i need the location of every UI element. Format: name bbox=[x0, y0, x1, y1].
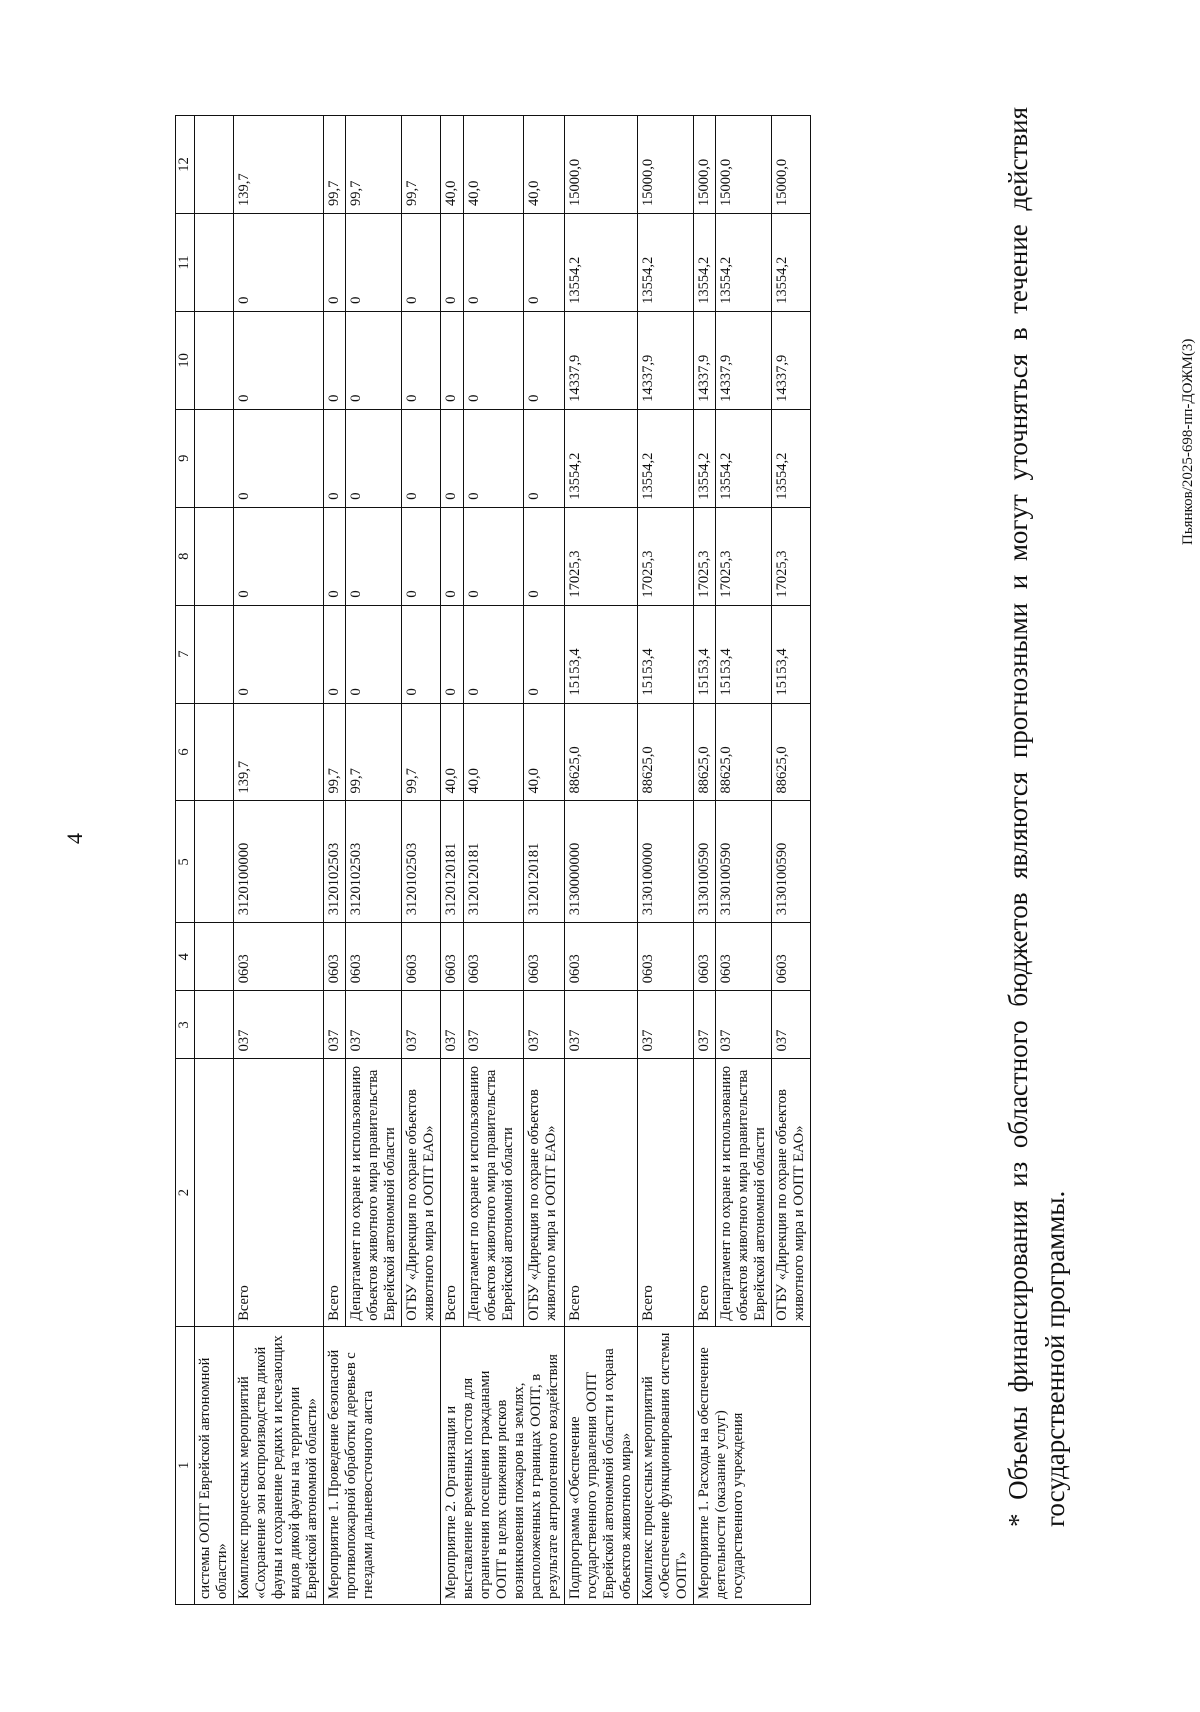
column-header-9: 9 bbox=[176, 409, 195, 507]
value-cell: 0 bbox=[441, 214, 464, 312]
value-cell bbox=[195, 409, 234, 507]
program-item-cell: Подпрограмма «Обеспечение государственного управления ООПТ Еврейской автономной области и охрана объектов животного мира» bbox=[565, 1326, 638, 1604]
table-row bbox=[441, 116, 464, 1605]
value-cell: 88625,0 bbox=[694, 703, 716, 801]
value-cell: 17025,3 bbox=[565, 507, 638, 605]
value-cell: 88625,0 bbox=[772, 703, 811, 801]
executor-cell bbox=[195, 1059, 234, 1326]
value-cell: 14337,9 bbox=[716, 311, 772, 409]
value-cell: 0 bbox=[464, 605, 523, 703]
value-cell: 3120120181 bbox=[441, 801, 464, 923]
value-cell: 99,7 bbox=[324, 116, 346, 214]
value-cell: 0 bbox=[324, 605, 346, 703]
value-cell: 0603 bbox=[234, 923, 324, 991]
value-cell: 037 bbox=[694, 991, 716, 1059]
program-item-cell: Комплекс процессных мероприятий «Обеспечение функционирования системы ООПТ» bbox=[638, 1326, 694, 1604]
value-cell bbox=[195, 923, 234, 991]
value-cell: 3120102503 bbox=[324, 801, 346, 923]
executor-cell: Всего bbox=[441, 1059, 464, 1326]
program-item-cell: Мероприятие 1. Расходы на обеспечение деятельности (оказание услуг) государственного учреждения bbox=[694, 1326, 811, 1604]
value-cell: 13554,2 bbox=[772, 409, 811, 507]
value-cell: 3120100000 bbox=[234, 801, 324, 923]
program-item-cell: Комплекс процессных мероприятий «Сохранение зон воспроизводства дикой фауны и сохранение редких и исчезающих видов дикой фауны на территории Еврейской автономной области» bbox=[234, 1326, 324, 1604]
value-cell: 0 bbox=[402, 311, 441, 409]
value-cell bbox=[195, 801, 234, 923]
column-header-2: 2 bbox=[176, 1059, 195, 1326]
value-cell: 14337,9 bbox=[565, 311, 638, 409]
value-cell: 15000,0 bbox=[716, 116, 772, 214]
value-cell: 0 bbox=[441, 409, 464, 507]
value-cell: 0603 bbox=[565, 923, 638, 991]
value-cell: 037 bbox=[402, 991, 441, 1059]
value-cell: 0603 bbox=[523, 923, 564, 991]
value-cell: 99,7 bbox=[324, 703, 346, 801]
program-item-cell: Мероприятие 2. Организация и выставление временных постов для ограничения посещения гражданами ООПТ в целях снижения рисков возникновения пожаров на землях, расположенных в границах ООПТ, в результате антропогенного воздействия bbox=[441, 1326, 565, 1604]
value-cell: 13554,2 bbox=[716, 214, 772, 312]
value-cell: 13554,2 bbox=[716, 409, 772, 507]
column-header-5: 5 bbox=[176, 801, 195, 923]
value-cell: 037 bbox=[523, 991, 564, 1059]
value-cell: 40,0 bbox=[464, 703, 523, 801]
program-item-cell: Мероприятие 1. Проведение безопасной противопожарной обработки деревьев с гнездами дальневосточного аиста bbox=[324, 1326, 441, 1604]
column-header-1: 1 bbox=[176, 1326, 195, 1604]
value-cell: 037 bbox=[772, 991, 811, 1059]
value-cell bbox=[195, 991, 234, 1059]
document-signature: Пьянков/2025-698-пп-ДОЖМ(3) bbox=[1180, 338, 1196, 545]
value-cell: 0 bbox=[441, 605, 464, 703]
executor-cell: Всего bbox=[638, 1059, 694, 1326]
value-cell: 037 bbox=[346, 991, 402, 1059]
value-cell: 0 bbox=[464, 507, 523, 605]
table-row bbox=[694, 116, 716, 1605]
value-cell: 40,0 bbox=[441, 703, 464, 801]
executor-cell: Всего bbox=[324, 1059, 346, 1326]
value-cell: 17025,3 bbox=[638, 507, 694, 605]
value-cell: 0 bbox=[324, 311, 346, 409]
value-cell: 15000,0 bbox=[638, 116, 694, 214]
page-number: 4 bbox=[62, 833, 87, 844]
value-cell: 88625,0 bbox=[716, 703, 772, 801]
value-cell bbox=[195, 703, 234, 801]
value-cell: 3130100590 bbox=[716, 801, 772, 923]
value-cell: 13554,2 bbox=[638, 409, 694, 507]
value-cell: 0 bbox=[346, 214, 402, 312]
value-cell: 0 bbox=[523, 311, 564, 409]
value-cell: 3130100000 bbox=[638, 801, 694, 923]
value-cell: 139,7 bbox=[234, 116, 324, 214]
value-cell: 13554,2 bbox=[694, 409, 716, 507]
value-cell: 13554,2 bbox=[565, 409, 638, 507]
value-cell: 0 bbox=[523, 507, 564, 605]
value-cell: 99,7 bbox=[346, 703, 402, 801]
column-header-11: 11 bbox=[176, 214, 195, 312]
column-header-4: 4 bbox=[176, 923, 195, 991]
value-cell: 0 bbox=[234, 507, 324, 605]
value-cell: 88625,0 bbox=[565, 703, 638, 801]
value-cell: 0 bbox=[324, 214, 346, 312]
value-cell: 0 bbox=[324, 409, 346, 507]
executor-cell: Департамент по охране и использованию объектов животного мира правительства Еврейской автономной области bbox=[346, 1059, 402, 1326]
value-cell: 3120102503 bbox=[346, 801, 402, 923]
value-cell: 0 bbox=[523, 605, 564, 703]
value-cell: 0 bbox=[441, 311, 464, 409]
value-cell: 0603 bbox=[324, 923, 346, 991]
value-cell: 037 bbox=[324, 991, 346, 1059]
value-cell: 0 bbox=[234, 214, 324, 312]
value-cell: 0603 bbox=[346, 923, 402, 991]
program-item-cell: системы ООПТ Еврейской автономной области» bbox=[195, 1326, 234, 1604]
value-cell bbox=[195, 311, 234, 409]
value-cell: 3130100590 bbox=[694, 801, 716, 923]
value-cell: 037 bbox=[464, 991, 523, 1059]
table-row bbox=[638, 116, 694, 1605]
value-cell: 0603 bbox=[402, 923, 441, 991]
value-cell: 037 bbox=[638, 991, 694, 1059]
value-cell: 40,0 bbox=[523, 116, 564, 214]
table-row bbox=[324, 116, 346, 1605]
value-cell bbox=[195, 116, 234, 214]
value-cell bbox=[195, 605, 234, 703]
value-cell: 13554,2 bbox=[772, 214, 811, 312]
value-cell: 14337,9 bbox=[772, 311, 811, 409]
value-cell: 3120102503 bbox=[402, 801, 441, 923]
value-cell: 15000,0 bbox=[565, 116, 638, 214]
value-cell bbox=[195, 214, 234, 312]
table-header bbox=[176, 116, 195, 1605]
executor-cell: Департамент по охране и использованию объектов животного мира правительства Еврейской автономной области bbox=[716, 1059, 772, 1326]
value-cell: 0 bbox=[523, 409, 564, 507]
executor-cell: ОГБУ «Дирекция по охране объектов животного мира и ООПТ ЕАО» bbox=[402, 1059, 441, 1326]
value-cell: 17025,3 bbox=[716, 507, 772, 605]
value-cell: 0603 bbox=[716, 923, 772, 991]
value-cell: 3120120181 bbox=[523, 801, 564, 923]
value-cell: 3130100590 bbox=[772, 801, 811, 923]
executor-cell: Всего bbox=[694, 1059, 716, 1326]
financing-table bbox=[175, 115, 811, 1605]
value-cell: 17025,3 bbox=[772, 507, 811, 605]
value-cell: 0 bbox=[523, 214, 564, 312]
value-cell: 40,0 bbox=[464, 116, 523, 214]
value-cell: 15153,4 bbox=[638, 605, 694, 703]
rotated-page-content bbox=[175, 107, 1196, 1605]
value-cell: 037 bbox=[441, 991, 464, 1059]
value-cell: 037 bbox=[565, 991, 638, 1059]
table-row bbox=[195, 116, 234, 1605]
value-cell: 99,7 bbox=[346, 116, 402, 214]
value-cell: 0 bbox=[464, 311, 523, 409]
column-header-6: 6 bbox=[176, 703, 195, 801]
executor-cell: ОГБУ «Дирекция по охране объектов животного мира и ООПТ ЕАО» bbox=[523, 1059, 564, 1326]
value-cell: 40,0 bbox=[441, 116, 464, 214]
value-cell: 0 bbox=[346, 605, 402, 703]
value-cell: 0603 bbox=[638, 923, 694, 991]
table-row bbox=[234, 116, 324, 1605]
value-cell: 3130000000 bbox=[565, 801, 638, 923]
value-cell bbox=[195, 507, 234, 605]
table-body bbox=[195, 116, 811, 1605]
footnote: * Объемы финансирования из областного бюджетов являются прогнозными и могут уточняться в течение действия государственной программы. bbox=[1003, 107, 1070, 1527]
value-cell: 0 bbox=[234, 311, 324, 409]
value-cell: 0 bbox=[346, 311, 402, 409]
value-cell: 15000,0 bbox=[694, 116, 716, 214]
value-cell: 99,7 bbox=[402, 703, 441, 801]
value-cell: 15153,4 bbox=[565, 605, 638, 703]
value-cell: 15153,4 bbox=[716, 605, 772, 703]
column-header-8: 8 bbox=[176, 507, 195, 605]
value-cell: 0603 bbox=[441, 923, 464, 991]
value-cell: 0 bbox=[464, 409, 523, 507]
executor-cell: Всего bbox=[565, 1059, 638, 1326]
value-cell: 0 bbox=[402, 507, 441, 605]
value-cell: 99,7 bbox=[402, 116, 441, 214]
executor-cell: ОГБУ «Дирекция по охране объектов животного мира и ООПТ ЕАО» bbox=[772, 1059, 811, 1326]
table-row bbox=[565, 116, 638, 1605]
value-cell: 14337,9 bbox=[694, 311, 716, 409]
value-cell: 40,0 bbox=[523, 703, 564, 801]
column-header-10: 10 bbox=[176, 311, 195, 409]
value-cell: 88625,0 bbox=[638, 703, 694, 801]
value-cell: 13554,2 bbox=[565, 214, 638, 312]
executor-cell: Департамент по охране и использованию объектов животного мира правительства Еврейской автономной области bbox=[464, 1059, 523, 1326]
column-header-12: 12 bbox=[176, 116, 195, 214]
value-cell: 15153,4 bbox=[694, 605, 716, 703]
value-cell: 139,7 bbox=[234, 703, 324, 801]
value-cell: 15000,0 bbox=[772, 116, 811, 214]
value-cell: 0 bbox=[441, 507, 464, 605]
value-cell: 0 bbox=[234, 605, 324, 703]
value-cell: 0 bbox=[346, 409, 402, 507]
column-header-7: 7 bbox=[176, 605, 195, 703]
value-cell: 0 bbox=[324, 507, 346, 605]
value-cell: 15153,4 bbox=[772, 605, 811, 703]
value-cell: 0603 bbox=[772, 923, 811, 991]
value-cell: 0 bbox=[402, 214, 441, 312]
value-cell: 3120120181 bbox=[464, 801, 523, 923]
value-cell: 0 bbox=[346, 507, 402, 605]
value-cell: 13554,2 bbox=[694, 214, 716, 312]
value-cell: 0603 bbox=[694, 923, 716, 991]
value-cell: 14337,9 bbox=[638, 311, 694, 409]
value-cell: 0 bbox=[402, 605, 441, 703]
header-row bbox=[176, 116, 195, 1605]
value-cell: 037 bbox=[234, 991, 324, 1059]
value-cell: 037 bbox=[716, 991, 772, 1059]
value-cell: 0 bbox=[402, 409, 441, 507]
executor-cell: Всего bbox=[234, 1059, 324, 1326]
value-cell: 13554,2 bbox=[638, 214, 694, 312]
value-cell: 0603 bbox=[464, 923, 523, 991]
value-cell: 17025,3 bbox=[694, 507, 716, 605]
column-header-3: 3 bbox=[176, 991, 195, 1059]
value-cell: 0 bbox=[464, 214, 523, 312]
value-cell: 0 bbox=[234, 409, 324, 507]
